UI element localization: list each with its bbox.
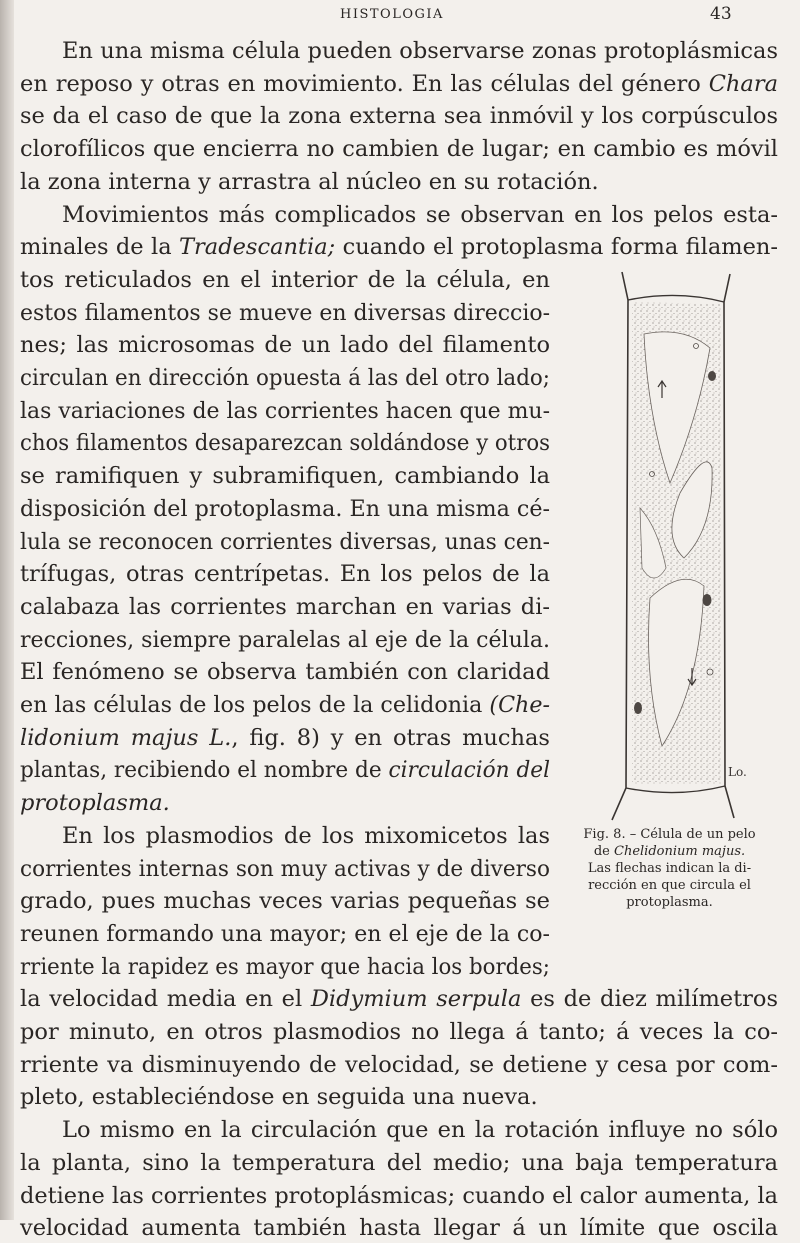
text-line: recciones, siempre paralelas al eje de la célula. [20, 626, 550, 653]
text-line: grado, pues muchas veces varias pequeñas se [20, 888, 550, 915]
text-line: nes; las microsomas de un lado del filamento [20, 332, 550, 359]
text-line: rriente la rapidez es mayor que hacia los bordes; [20, 953, 550, 980]
caption-line-1: Fig. 8. – Célula de un pelo [583, 827, 756, 842]
text-line: se ramifiquen y subramifiquen, cambiando la [20, 463, 550, 490]
text-line: Lo mismo en la circulación que en la rotación influye no sólo [62, 1117, 778, 1144]
text-line: chos filamentos desaparezcan soldándose y otros [20, 430, 550, 457]
figure-caption [562, 826, 777, 911]
caption-line-2: de Chelidonium majus. [593, 844, 746, 859]
text-line: minales de la Tradescantia; cuando el protoplasma forma filamen- [20, 234, 779, 261]
text-line: plantas, recibiendo el nombre de circulación del [20, 757, 550, 784]
text-line: la planta, sino la temperatura del medio; una baja temperatura [20, 1149, 778, 1176]
text-line: Movimientos más complicados se observan en los pelos esta- [62, 201, 778, 228]
text-line: por minuto, en otros plasmodios no llega á tanto; á veces la co- [20, 1019, 778, 1045]
text-line: corrientes internas son muy activas y de diverso [20, 855, 550, 882]
page-number: 43 [710, 4, 732, 24]
text-line: tos reticulados en el interior de la célula, en [20, 266, 550, 293]
text-line: trífugas, otras centrípetas. En los pelos de la [20, 561, 550, 588]
caption-line-5: protoplasma. [626, 895, 713, 910]
cell-illustration [592, 268, 747, 823]
text-line: la zona interna y arrastra al núcleo en su rotación. [20, 168, 599, 195]
text-line: clorofílicos que encierra no cambien de lugar; en cambio es móvil [20, 136, 778, 163]
text-line: protoplasma. [20, 790, 170, 817]
text-line: estos filamentos se mueve en diversas direccio- [20, 299, 550, 326]
text-line: pleto, estableciéndose en seguida una nueva. [20, 1084, 538, 1111]
text-line: En los plasmodios de los mixomicetos las [62, 822, 550, 849]
text-line: circulan en dirección opuesta á las del otro lado; [20, 365, 550, 391]
text-line: El fenómeno se observa también con claridad [20, 659, 550, 686]
text-line: la velocidad media en el Didymium serpula es de diez milímetros [20, 986, 778, 1013]
text-line: detiene las corrientes protoplásmicas; cuando el calor aumenta, la [20, 1182, 778, 1209]
text-line: se da el caso de que la zona externa sea inmóvil y los corpúsculos [20, 103, 778, 130]
text-line: lidonium majus L., fig. 8) y en otras muchas [20, 724, 550, 751]
text-line: rriente va disminuyendo de velocidad, se detiene y cesa por com- [20, 1051, 778, 1078]
text-line: disposición del protoplasma. En una misma cé- [20, 495, 550, 522]
text-line: En una misma célula pueden observarse zonas protoplásmicas [62, 38, 778, 64]
text-line: calabaza las corrientes marchan en varias di- [20, 593, 550, 620]
caption-line-4: rección en que circula el [588, 878, 751, 893]
artist-signature: Lo. [728, 765, 747, 779]
running-head-title: HISTOLOGIA [340, 7, 444, 22]
text-line: las variaciones de las corrientes hacen que mu- [20, 397, 550, 424]
text-line: en las células de los pelos de la celidonia (Che- [20, 692, 550, 718]
text-line: velocidad aumenta también hasta llegar á un límite que oscila [20, 1215, 778, 1242]
running-head [0, 4, 800, 26]
text-line: reunen formando una mayor; en el eje de la co- [20, 920, 550, 947]
page-gutter-shadow [0, 0, 14, 1220]
text-line: en reposo y otras en movimiento. En las células del género Chara [20, 70, 778, 97]
text-line: lula se reconocen corrientes diversas, unas cen- [20, 528, 550, 555]
caption-line-3: Las flechas indican la di- [587, 861, 752, 876]
